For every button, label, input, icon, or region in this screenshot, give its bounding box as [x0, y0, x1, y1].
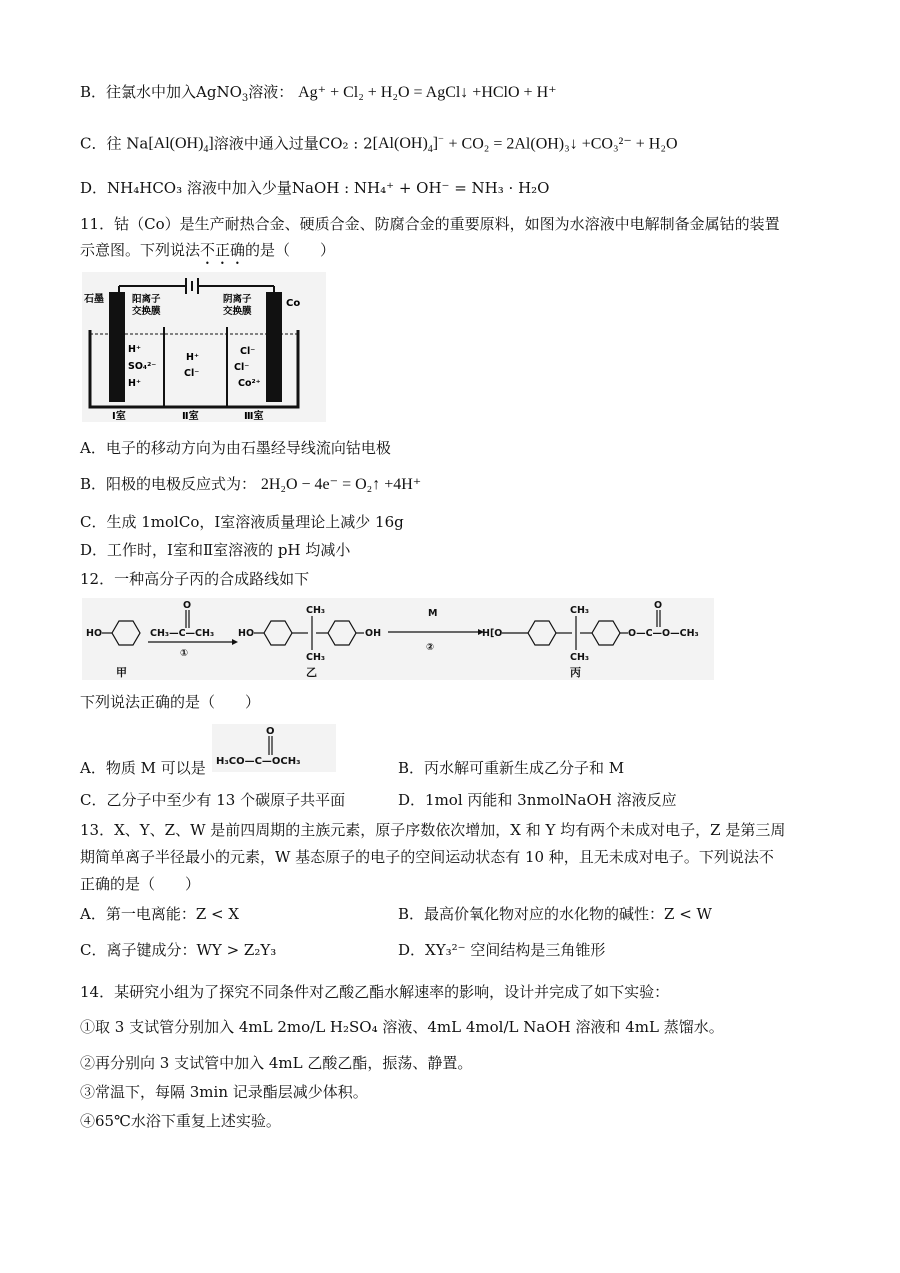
q11-option-b-prefix: B．阳极的电极反应式为： — [80, 475, 257, 493]
q12-option-b: B．丙水解可重新生成乙分子和 M — [398, 759, 625, 777]
room2-label: Ⅱ室 — [182, 411, 199, 422]
q11-option-b-equation: 2H₂O − 4e⁻ = O₂↑ +4H⁺ — [260, 476, 422, 493]
q11-option-b — [80, 474, 421, 495]
room2-ion-1: H⁺ — [186, 352, 199, 363]
membrane1-label-line1: 阳离子 — [132, 294, 161, 305]
q10-option-b-mid: 溶液： — [248, 83, 294, 101]
room1-ion-1: H⁺ — [128, 344, 141, 355]
jia-label: 甲 — [116, 666, 127, 679]
left-electrode-label: 石墨 — [84, 294, 104, 305]
q14-step2: ②再分别向 3 支试管中加入 4mL 乙酸乙酯，振荡、静置。 — [80, 1054, 473, 1072]
yi-label: 乙 — [306, 666, 317, 679]
step1-label: ① — [180, 648, 189, 659]
reagent-m-label: M — [428, 608, 438, 619]
q14-stem: 14．某研究小组为了探究不同条件对乙酸乙酯水解速率的影响，设计并完成了如下实验： — [80, 983, 670, 1001]
q13-stem-line1: 13．X、Y、Z、W 是前四周期的主族元素，原子序数依次增加，X 和 Y 均有两个未成对电子，Z 是第三周 — [80, 821, 786, 839]
q13-option-b: B．最高价氧化物对应的水化物的碱性：Z < W — [398, 905, 712, 923]
room1-ion-2: SO₄²⁻ — [128, 361, 157, 372]
q10-option-c-complex-ion: $[Al(OH)_4]^-$ — [372, 134, 444, 156]
q10-option-c-mid: 溶液中通入过量CO₂ : 2 — [213, 134, 373, 153]
q11-stem-line2 — [80, 240, 335, 268]
room3-ion-3: Co²⁺ — [238, 378, 261, 389]
q12-option-a — [80, 758, 206, 778]
svg-text:CH₃: CH₃ — [306, 652, 326, 663]
room2-ion-2: Cl⁻ — [184, 368, 200, 379]
room1-label: Ⅰ室 — [112, 411, 126, 422]
room3-ion-1: Cl⁻ — [240, 346, 256, 357]
q11-option-c: C．生成 1molCo，Ⅰ室溶液质量理论上减少 16g — [80, 513, 404, 531]
q11-stem-emphasis: 不正确 — [200, 241, 246, 259]
q13-option-c: C．离子键成分：WY > Z₂Y₃ — [80, 941, 277, 959]
svg-text:CH₃: CH₃ — [570, 652, 590, 663]
q14-step4: ④65℃水浴下重复上述实验。 — [80, 1112, 281, 1130]
svg-text:HO: HO — [86, 628, 103, 639]
q12-question: 下列说法正确的是（ ） — [80, 693, 261, 711]
membrane1-label-line2: 交换膜 — [132, 306, 161, 317]
svg-text:CH₃: CH₃ — [570, 605, 590, 616]
q11-option-d: D．工作时，Ⅰ室和Ⅱ室溶液的 pH 均减小 — [80, 541, 351, 559]
electrolysis-cell-figure — [82, 272, 326, 422]
membrane2-label-line2: 交换膜 — [223, 306, 252, 317]
q14-step1: ①取 3 支试管分别加入 4mL 2mo/L H₂SO₄ 溶液、4mL 4mol/L NaOH 溶液和 4mL 蒸馏水。 — [80, 1018, 724, 1036]
q10-option-d: D．NH₄HCO₃ 溶液中加入少量NaOH : NH₄⁺ + OH⁻ = NH₃ · H₂O — [80, 179, 550, 197]
q12-option-c: C．乙分子中至少有 13 个碳原子共平面 — [80, 791, 346, 809]
q13-option-a: A．第一电离能：Z < X — [80, 905, 240, 923]
room3-label: Ⅲ室 — [244, 411, 264, 422]
q10-option-c-prefix: C．往 Na — [80, 134, 149, 153]
q10-option-c-complex: $[Al(OH)_4]$ — [148, 135, 214, 156]
svg-text:CH₃: CH₃ — [306, 605, 326, 616]
q12-option-d: D．1mol 丙能和 3nmolNaOH 溶液反应 — [398, 791, 677, 809]
q13-stem-line2: 期简单离子半径最小的元素，W 基态原子的电子的空间运动状态有 10 种，且无未成对电子。下列说法不 — [80, 848, 774, 866]
q12-stem: 12．一种高分子丙的合成路线如下 — [80, 570, 310, 588]
svg-text:OH: OH — [365, 628, 382, 639]
q14-step3: ③常温下，每隔 3min 记录酯层减少体积。 — [80, 1083, 368, 1101]
right-electrode-label: Co — [286, 298, 301, 309]
step2-label: ② — [426, 642, 435, 653]
q13-stem-line3: 正确的是（ ） — [80, 875, 201, 893]
svg-text:H[O: H[O — [482, 628, 503, 639]
q11-stem2a: 示意图。下列说法 — [80, 241, 201, 259]
q10-option-c — [80, 130, 678, 161]
membrane2-label-line1: 阴离子 — [223, 294, 252, 305]
dimethyl-carbonate-structure — [212, 724, 336, 772]
q11-option-a: A．电子的移动方向为由石墨经导线流向钴电极 — [80, 439, 391, 457]
q10-option-b-equation: Ag⁺ + Cl₂ + H₂O = AgCl↓ +HClO + H⁺ — [298, 84, 557, 101]
svg-text:HO: HO — [238, 628, 255, 639]
q10-option-c-equation: + CO₂ = 2Al(OH)₃↓ +CO₃²⁻ + H₂O — [448, 135, 678, 153]
room1-ion-3: H⁺ — [128, 378, 141, 389]
q12-option-a-prefix: A．物质 M 可以是 — [80, 759, 206, 777]
room3-ion-2: Cl⁻ — [234, 362, 250, 373]
svg-text:O: O — [183, 600, 192, 611]
q11-stem2b: 的是（ ） — [245, 241, 336, 259]
svg-text:O: O — [266, 726, 275, 737]
q10-option-b: B．往氯水中加入AgNO$_3$溶液： Ag⁺ + Cl₂ + H₂O = AgCl↓ +HClO + H⁺ — [80, 83, 557, 104]
q13-option-d: D．XY₃²⁻ 空间结构是三角锥形 — [398, 941, 606, 959]
svg-text:H₃CO—C—OCH₃: H₃CO—C—OCH₃ — [216, 756, 301, 767]
svg-text:O: O — [654, 600, 663, 611]
q10-option-b-prefix: B．往氯水中加入AgNO — [80, 83, 242, 101]
bing-label: 丙 — [570, 666, 581, 679]
synthesis-route-scheme — [82, 598, 714, 680]
svg-text:CH₃—C—CH₃: CH₃—C—CH₃ — [150, 628, 215, 639]
q11-stem-line1: 11．钴（Co）是生产耐热合金、硬质合金、防腐合金的重要原料，如图为水溶液中电解制备金属钴的装置 — [80, 215, 780, 233]
svg-text:O—C—O—CH₃: O—C—O—CH₃ — [628, 628, 699, 639]
